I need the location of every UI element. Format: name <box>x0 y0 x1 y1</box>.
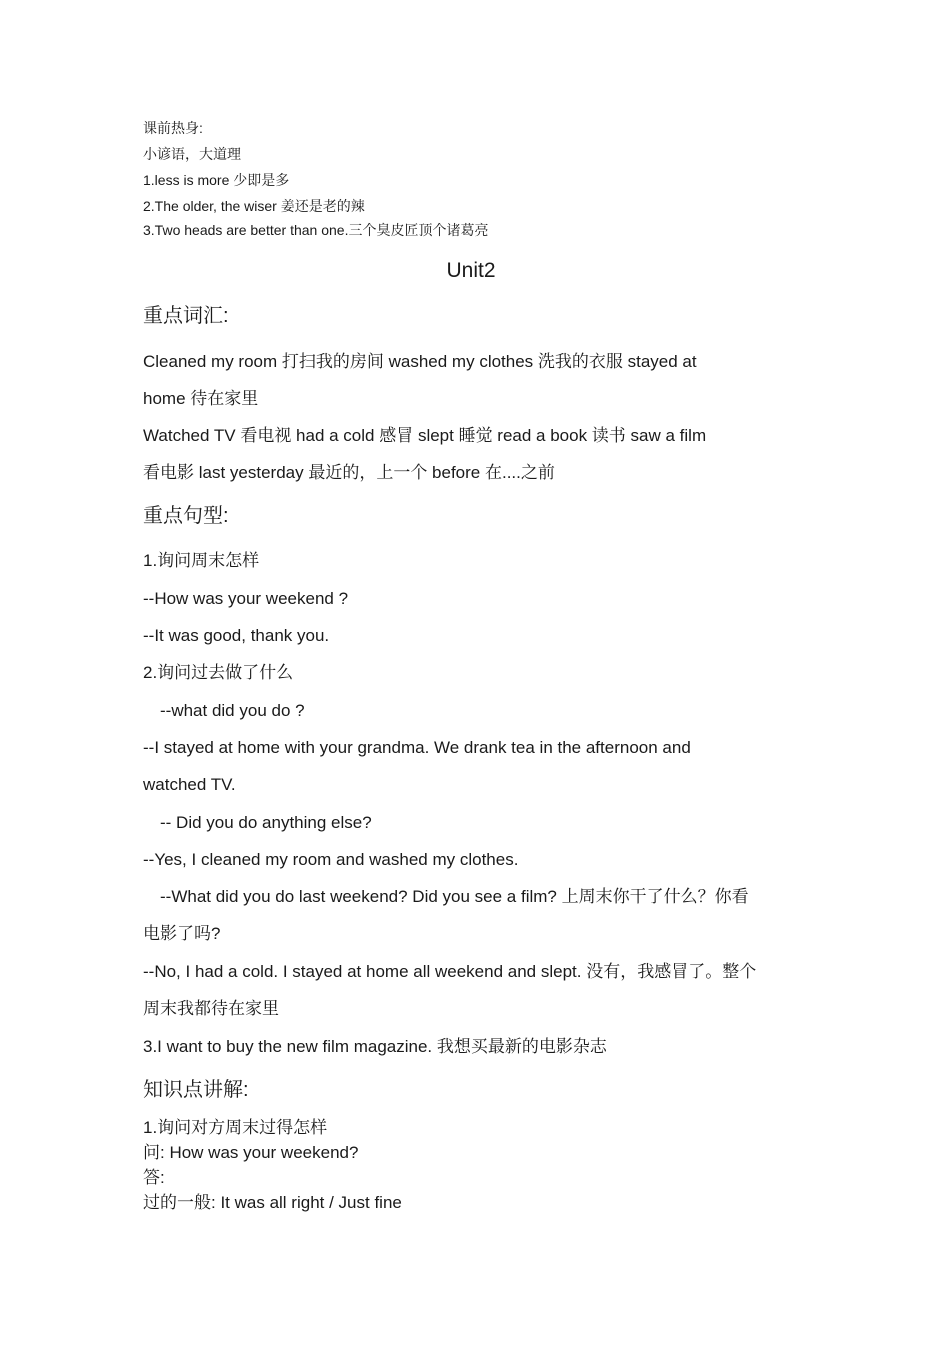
sentence-line-6: --I stayed at home with your grandma. We drank tea in the afternoon and <box>143 738 691 757</box>
vocab-line-2: home 待在家里 <box>143 389 259 408</box>
knowledge-line-4: 过的一般: It was all right / Just fine <box>143 1193 402 1212</box>
sentence-line-2: --How was your weekend ? <box>143 589 349 608</box>
vocab-line-3: Watched TV 看电视 had a cold 感冒 slept 睡觉 read a book 读书 saw a film <box>143 426 707 445</box>
sentence-line-12: --No, I had a cold. I stayed at home all weekend and slept. 没有，我感冒了。整个 <box>143 962 757 981</box>
page-title: Unit2 <box>446 259 496 282</box>
sentence-line-10: --What did you do last weekend? Did you see a film? 上周末你干了什么？你看 <box>160 887 749 906</box>
knowledge-line-1: 1.询问对方周末过得怎样 <box>143 1118 328 1137</box>
warmup-subheading: 小谚语，大道理 <box>143 146 241 162</box>
sentence-line-13: 周末我都待在家里 <box>143 999 279 1018</box>
vocab-line-4: 看电影 last yesterday 最近的，上一个 before 在....之前 <box>143 463 555 482</box>
sentence-line-3: --It was good, thank you. <box>143 626 330 645</box>
knowledge-line-3: 答: <box>143 1168 165 1187</box>
sentence-line-11: 电影了吗? <box>143 924 221 943</box>
sentences-heading: 重点句型: <box>143 505 229 527</box>
sentence-line-9: --Yes, I cleaned my room and washed my clothes. <box>143 850 519 869</box>
proverb-1: 1.less is more 少即是多 <box>143 172 290 188</box>
sentence-line-8: -- Did you do anything else? <box>160 813 372 832</box>
vocab-line-1: Cleaned my room 打扫我的房间 washed my clothes 洗我的衣服 stayed at <box>143 352 697 371</box>
vocab-heading: 重点词汇: <box>143 305 229 327</box>
warmup-heading: 课前热身: <box>143 120 203 136</box>
sentence-line-7: watched TV. <box>143 775 236 794</box>
proverb-3: 3.Two heads are better than one.三个臭皮匠顶个诸葛亮 <box>143 222 489 238</box>
knowledge-line-2: 问: How was your weekend? <box>143 1143 359 1162</box>
sentence-line-5: --what did you do ? <box>160 701 305 720</box>
sentence-line-1: 1.询问周末怎样 <box>143 551 260 570</box>
knowledge-heading: 知识点讲解: <box>143 1079 249 1101</box>
sentence-line-14: 3.I want to buy the new film magazine. 我想买最新的电影杂志 <box>143 1037 607 1056</box>
sentence-line-4: 2.询问过去做了什么 <box>143 663 294 682</box>
proverb-2: 2.The older, the wiser 姜还是老的辣 <box>143 198 365 214</box>
